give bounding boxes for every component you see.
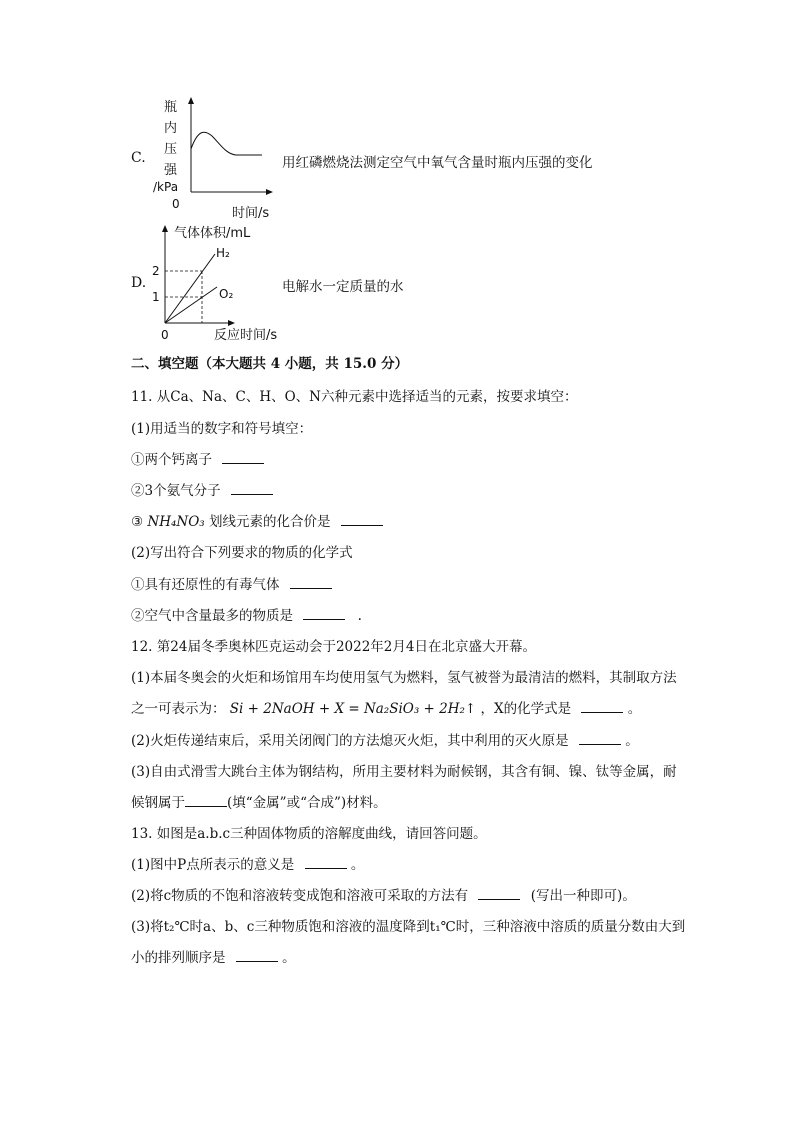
- q12-p2-answer-blank[interactable]: [579, 732, 621, 745]
- q12-p3-pre: 候钢属于: [131, 795, 185, 811]
- q11-item3-answer-blank[interactable]: [341, 513, 383, 526]
- q12-p3-line2: [131, 791, 387, 811]
- q13-stem: 13. 如图是a.b.c三种固体物质的溶解度曲线，请回答问题。: [131, 826, 487, 842]
- option-d-description: 电解水一定质量的水: [282, 279, 404, 295]
- option-d-o2-label: O₂: [219, 287, 234, 301]
- q12-p2: [131, 729, 639, 749]
- option-d-o2-line: [165, 287, 217, 323]
- q12-p2-text: (2)火炬传递结束后，采用关闭阀门的方法熄灭火炬，其中利用的灭火原是: [131, 733, 569, 749]
- option-c-graph: [150, 94, 290, 224]
- option-d-tick-2: 2: [152, 264, 160, 278]
- q11-item4: [131, 573, 332, 593]
- option-d-graph: [150, 222, 295, 346]
- q13-p1-period: 。: [350, 857, 365, 873]
- q11-item2-text: ②3个氨气分子: [131, 483, 221, 499]
- q11-stem: 11. 从Ca、Na、C、H、O、N六种元素中选择适当的元素，按要求填空：: [131, 389, 578, 405]
- q11-item2-answer-blank[interactable]: [231, 482, 273, 495]
- q13-p3-answer-blank[interactable]: [236, 949, 278, 962]
- option-c-description: 用红磷燃烧法测定空气中氧气含量时瓶内压强的变化: [282, 155, 593, 171]
- option-c-y-arrow: [188, 97, 194, 104]
- option-d-xlabel: 反应时间/s: [214, 328, 278, 343]
- option-c-ylabel-5: /kPa: [153, 180, 179, 194]
- q12-p1-period: 。: [627, 701, 642, 717]
- q13-p1: [131, 853, 364, 873]
- q12-p1-pre: 之一可表示为：: [131, 701, 226, 717]
- q11-item1-answer-blank[interactable]: [222, 451, 264, 464]
- q11-item2: [131, 479, 273, 499]
- option-d-tick-1: 1: [152, 290, 160, 304]
- q11-item4-answer-blank[interactable]: [290, 576, 332, 589]
- q13-p1-answer-blank[interactable]: [305, 856, 347, 869]
- q11-item4-text: ①具有还原性的有毒气体: [131, 577, 280, 593]
- q12-p1-equation: Si + 2NaOH + X = Na₂SiO₃ + 2H₂↑: [229, 701, 477, 717]
- option-d-h2-line: [165, 254, 215, 323]
- q13-p2-pre: (2)将c物质的不饱和溶液转变成饱和溶液可采取的方法有: [131, 888, 469, 904]
- q13-p2-post: (写出一种即可)。: [530, 888, 636, 904]
- q12-p2-period: 。: [625, 733, 639, 749]
- q12-p1-answer-blank[interactable]: [581, 700, 623, 713]
- q12-p1-line2: [131, 697, 641, 717]
- option-d-ylabel: 气体体积/mL: [174, 226, 251, 241]
- q11-part1: (1)用适当的数字和符号填空：: [131, 421, 313, 437]
- option-d-y-arrow: [162, 225, 168, 232]
- q12-p1-line1: (1)本届冬奥会的火炬和场馆用车均使用氢气为燃料，氢气被誉为最清洁的燃料，其制取方法: [131, 670, 677, 686]
- q13-p3-line1: (3)将t₂℃时a、b、c三种物质饱和溶液的温度降到t₁℃时，三种溶液中溶质的质量分数由大到: [131, 919, 686, 935]
- option-d-x-arrow: [228, 320, 235, 326]
- option-c-x-arrow: [266, 189, 273, 195]
- option-c-ylabel-4: 强: [164, 163, 178, 178]
- option-c-ylabel-3: 压: [164, 142, 178, 157]
- option-d-origin: 0: [161, 328, 169, 342]
- option-c-ylabel-2: 内: [164, 121, 178, 136]
- q13-p2-answer-blank[interactable]: [478, 887, 520, 900]
- q11-item5-text: ②空气中含量最多的物质是: [131, 608, 293, 624]
- q11-item3-prefix: ③: [131, 514, 148, 530]
- q11-item3: [131, 510, 383, 530]
- q11-item3-formula: NH₄NO₃: [147, 514, 205, 530]
- option-c-xlabel: 时间/s: [232, 206, 270, 221]
- option-c-origin: 0: [172, 197, 180, 211]
- q12-p3-line1: (3)自由式滑雪大跳台主体为钢结构，所用主要材料为耐候钢，其含有铜、镍、钛等金属，耐: [131, 764, 677, 780]
- option-d-h2-label: H₂: [216, 246, 230, 260]
- q11-item5-answer-blank[interactable]: [303, 607, 345, 620]
- q13-p3-period: 。: [282, 950, 296, 966]
- q13-p2: [131, 884, 636, 904]
- q12-p3-post: (填“金属”或“合成”)材料。: [227, 795, 387, 811]
- q11-part2: (2)写出符合下列要求的物质的化学式: [131, 545, 353, 561]
- option-d-letter: D.: [131, 275, 147, 291]
- q12-stem: 12. 第24届冬季奥林匹克运动会于2022年2月4日在北京盛大开幕。: [131, 639, 536, 655]
- section-title: 二、填空题（本大题共 4 小题，共 15.0 分）: [131, 356, 409, 372]
- option-c-letter: C.: [131, 150, 146, 166]
- q12-p1-post: ，X的化学式是: [480, 701, 572, 717]
- q12-p3-answer-blank[interactable]: [185, 794, 227, 807]
- option-c-ylabel-1: 瓶: [164, 100, 178, 115]
- option-c-pressure-curve: [191, 132, 262, 155]
- q11-item1-text: ①两个钙离子: [131, 452, 212, 468]
- q13-p3-line2: [131, 946, 296, 966]
- q11-item5: [131, 604, 362, 624]
- q11-item5-end: .: [357, 608, 362, 624]
- q13-p1-text: (1)图中P点所表示的意义是: [131, 857, 295, 873]
- q11-item1: [131, 448, 264, 468]
- q11-item3-text: 划线元素的化合价是: [209, 514, 331, 530]
- q13-p3-text: 小的排列顺序是: [131, 950, 226, 966]
